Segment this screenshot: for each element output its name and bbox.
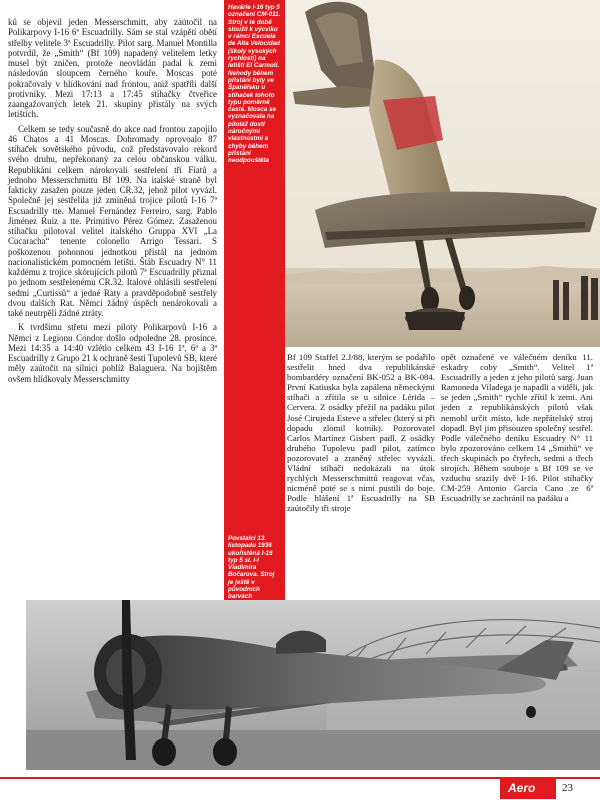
photo-caption-top: Havárie I-16 typ 5 označení CM-011. Stroj v té době sloužil k výcviku v rámci Escuela de Alta Velocidad (školy vysokých rychlostí) na letišti El Carmolí. Nehody během přistání byly ve Španělsku u stíhaček tohoto typu poměrně časté. Mosca se vyznačovala na pilotáž dosti náročnými vlastnostmi a chyby během přistání neodpouštěla xyxy=(228,4,281,165)
paragraph: K tvrdšímu střetu mezi piloty Polikarpovů I-16 a Němci z Legionu Condor došlo odpoledne 28. prosince. Mezi 14:35 a 14:40 vzlétlo celkem 43 I-16 1ª, 6ª a 3ª Escuadrilly z Grupo 21 k ochraně šesti Tupolevů SB, které měly zaútočit na silnici poblíž Balaguera. Na bojištěm ovšem hlídkovaly Messerschmitty xyxy=(8,322,217,384)
paragraph: Bf 109 Staffel 2.J/88, kterým se podařilo sestřelit hned dva republikánské bombardéry označení BK-052 a BK-084. První Katiuska byla zapálena německými stíhači a zřítila se u silnice Lérida – Cervera. Z osádky přežil na padáku pilot José Cirujeda Esteve a střelec (který si při dopadu zlomil kotník). Pozorovatel Carlos Martínez Gisbert padl. Z osádky druhého Tupolevu padl pilot, zatímco pozorovatel a zraněný střelec vyvázli. Vládní stíhači nedokázali na útok rychlých Messerschmittů reagovat včas, nicméně poté se s nimi pustili do boje. Podle hlášení 1ª Escuadrilly na SB zaútočily tři stroje xyxy=(287,352,435,514)
page-footer xyxy=(0,777,600,800)
photo-caption-bottom: Povstalci 13. listopadu 1936 ukořistěná I-16 typ 5 sł. I-I Vladimíra Bočarova. Stroj je ještě v původních barvách xyxy=(228,535,275,601)
photo-crashed-aircraft xyxy=(285,0,600,347)
captured-i16-image xyxy=(26,600,600,770)
text-column-middle xyxy=(287,352,435,514)
magazine-logo: Aero xyxy=(508,781,536,795)
paragraph: Celkem se tedy současně do akce nad frontou zapojilo 46 Chatos a 41 Moscas. Dohromady oprovoalo 87 stíhaček sovětského původu, což představovalo rekord svého druhu, nepřekonaný za celou občanskou válku. Republikáni celkem nárokovali sestřelení tří Fiatů a jednoho Messerschmittu Bf 109. Na italské straně byl fakticky zasažen pouze jeden CR.32, jehož pilot vyvázl. Společně jej sestřelila již zmíněná trojice pilotů I-16 7ª Escuadrilly tte. Manuel Fernández Ferreiro, sarg. Pablo Jiménez Ruiz a tte. Primitivo Pérez Gómez. Zasaženou stíhačku pilotoval velitel italského Gruppa XVI „La Cucaracha“ tenente colonello Arrigo Tessari. S poškozenou pohonnou jednotkou přistál na jednom nacionalistickém pomocném letišti. Štáb Escuadry N° 11 každému z trojice skórujících pilotů 7ª Escuadrilly přiznal po jednom sestřelenému CR.32. Italové ohlásili sestřelení sedmi „Curtissů“ a jedné Raty a pravděpodobně sestřely dvou dalších Rat. Němci žádný úspěch nenárokovali a také neutrpěli žádné ztráty. xyxy=(8,123,217,318)
crashed-aircraft-image xyxy=(285,0,600,347)
text-column-right xyxy=(441,352,593,503)
text-column-left xyxy=(8,17,217,384)
paragraph: opět označené ve válečném deníku 11. eskadry coby „Smith“. Velitel 1ª Escuadrilly a jeden z jeho pilotů sarg. Juan Ramoneda Viladega je napadli a viděli, jak se jeden „Smith“ rychle zřítil k zemi. Ani jeden z republikánských pilotů však nemohl určit místo, kde nepřátelský stroj dopadl. Byl jim přisouzen společný sestřel. Podle válečného deníku Escuadry N° 11 bylo zpozorováno celkem 14 „Smithů“ ve třech skupinách po čtyřech, sedmi a třech strojích. Během souboje s Bf 109 se ve vzduchu srazily dvě I-16. Pilot stíhačky CM-259 Antonio García Cano ze 6ª Escuadrilly se zachránil na padáku a xyxy=(441,352,593,504)
page-number: 23 xyxy=(562,782,573,794)
paragraph: ků se objevil jeden Messerschmitt, aby zaútočil na Polikarpovy I-16 6ª Escuadrilly. Sám se stal vzápětí obětí střelby velitele 3ª Escuadrilly. Pilot sarg. Manuel Montilla potvrdil, že „Smith“ (Bf 109) napadený velitelem letky musel být zničen, protože neovládán padal k zemi následován sloupcem černého kouře. Moscas poté pokračovaly v hlídkování nad frontou, aniž spatřili další protivníky. Mezi 17:13 a 17:45 stíhačky čtveřice zaangažovaných letek 21. skupiny přistály na svých letištích. xyxy=(8,17,217,120)
photo-captured-i16 xyxy=(26,600,600,770)
